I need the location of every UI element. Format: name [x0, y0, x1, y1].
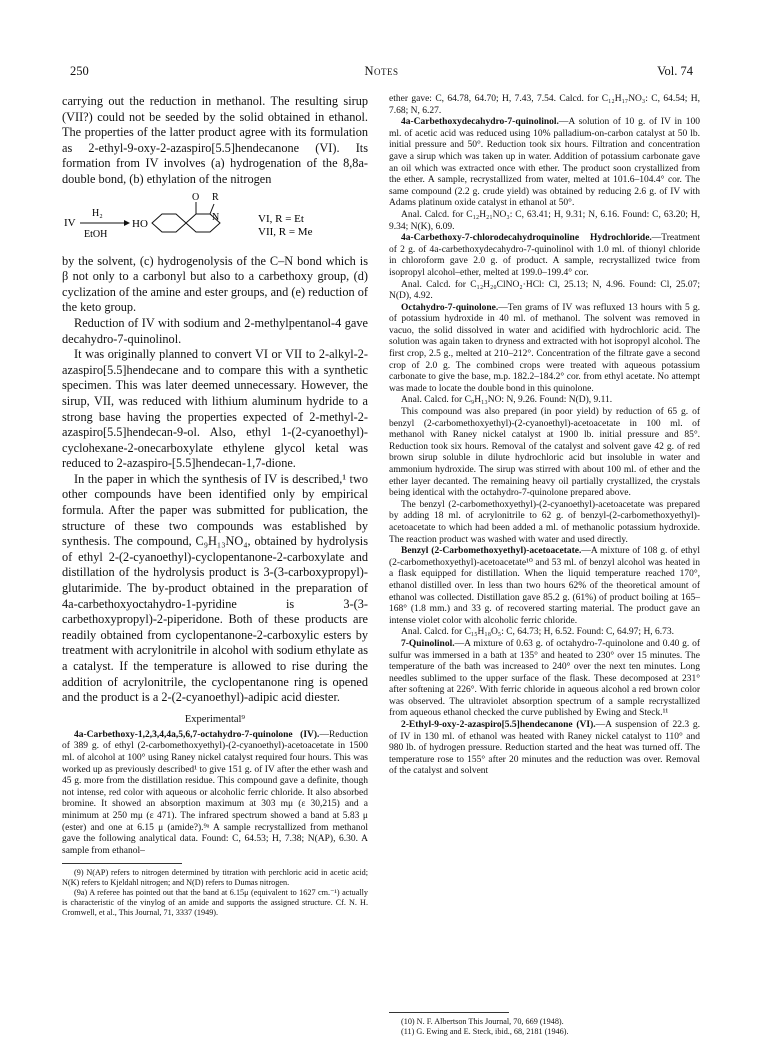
experimental-text: —A mixture of 108 g. of ethyl (2-carbomethoxyethyl)-acetoacetate¹⁰ and 53 ml. of benzyl alcohol was heated in a flask equipped for distillation. When the liquid temperature reached 170°, ethanol distilled over. In less than two hours 62% of the theoretical amount of ethanol was collected. Distillation gave 85.2 g. (61%) of product boiling at 165–168° (1.8 mm.) and 33 g. of recovered starting material. The product gave an intense violet color with alcoholic ferric chloride. — [389, 546, 700, 626]
analysis-paragraph: Anal. Calcd. for C₁₂H₂₀ClNO₂·HCl: Cl, 25.13; N, 4.96. Found: Cl, 25.07; N(D), 4.92. — [389, 279, 700, 302]
oxygen-label: O — [192, 191, 200, 203]
compound-heading: 4a-Carbethoxydecahydro-7-quinolinol. — [401, 117, 559, 128]
volume-label: Vol. 74 — [657, 64, 693, 78]
reactant-label: IV — [64, 216, 76, 229]
running-title: Notes — [364, 64, 399, 78]
experimental-paragraph — [389, 639, 700, 720]
compound-heading: 2-Ethyl-9-oxy-2-azaspiro[5.5]hendecanone (VI). — [401, 720, 596, 731]
compound-heading: 4a-Carbethoxy-1,2,3,4,4a,5,6,7-octahydro-7-quinolone (IV). — [74, 729, 320, 740]
experimental-paragraph — [389, 303, 700, 396]
page-header — [70, 64, 693, 80]
footnote-10: (10) N. F. Albertson This Journal, 70, 669 (1948). — [401, 1017, 564, 1026]
footnote-rule — [62, 863, 182, 864]
compound-heading: Octahydro-7-quinolone. — [401, 302, 499, 313]
compound-vi-label: VI, R = Et — [258, 212, 304, 225]
analysis-paragraph: Anal. Calcd. for C₁₅H₁₈O₅: C, 64.73; H, 6.52. Found: C, 64.97; H, 6.73. — [401, 627, 675, 638]
experimental-text: —A solution of 10 g. of IV in 100 ml. of acetic acid was reduced using 10% palladium-on-carbon catalyst at 50 lb. initial pressure and 50°. Reduction took six hours. Filtration and concentration gave a sirup which was taken up in water. Addition of potassium carbonate gave an oil which was extracted once with ether. The product soon crystallized from the ether. A sample, recrystallized from water, melted at 101.6–104.4° cor. The same compound (2.2 g. crude yield) was obtained by reducing 2.6 g. of IV with Adams platinum oxide catalyst in ethanol at 50°. — [389, 117, 700, 209]
experimental-text: —Ten grams of IV was refluxed 13 hours with 5 g. of potassium hydroxide in 40 ml. of methanol. The solvent was removed in vacuo, the solid dissolved in water and acidified with hydrochloric acid. The solution was again taken to dryness and extracted with hot isopropyl alcohol. The first crop, 2.5 g., melted at 210–212°. Concentration of the filtrate gave a second crop of 2.0 g. The combined crops were treated with aqueous potassium carbonate to give the base, m.p. 182.2–184.2° cor. from ethyl acetate. No attempt was made to locate the double bond in this quinolone. — [389, 302, 700, 394]
analysis-paragraph: Anal. Calcd. for C₁₂H₂₁NO₃: C, 63.41; H, 9.31; N, 6.16. Found: C, 63.20; H, 9.34; N(K), 6.09. — [389, 209, 700, 232]
section-heading-experimental: Experimental⁹ — [184, 713, 246, 725]
analysis-paragraph: Anal. Calcd. for C₉H₁₃NO: N, 9.26. Found: N(D), 9.11. — [401, 395, 613, 406]
paragraph: carrying out the reduction in methanol. The resulting sirup (VII?) could not be seeded by the solid obtained in ethanol. The properties of the latter product agree with its formulation as 2-ethyl-9-oxy-2-azaspiro[5.5]hendecanone (VI). Its formation from IV involves (a) hydrogenation of the 8,8a-double bond, (b) ethylation of the nitrogen — [62, 94, 368, 186]
ho-label: HO — [132, 217, 148, 230]
nitrogen-label: N — [212, 211, 220, 223]
right-footnotes — [389, 1012, 700, 1037]
footnote-9a: (9a) A referee has pointed out that the band at 6.15μ (equivalent to 1627 cm.⁻¹) actually is characteristic of the vinylog of an amide and supports the assigned structure. Cf. N. H. Cromwell, et al., This Journal, 71, 3337 (1949). — [62, 888, 368, 918]
reagent-bottom: EtOH — [84, 228, 108, 240]
reaction-scheme-drawing — [62, 190, 368, 252]
compound-heading: 4a-Carbethoxy-7-chlorodecahydroquinoline Hydrochloride. — [401, 233, 652, 244]
paragraph: In the paper in which the synthesis of IV is described,¹ two other compounds have been identified only by empirical formula. After the paper was submitted for publication, the structure of these two compounds was established by synthesis. The compound, C₉H₁₃NO₄, obtained by hydrolysis of ethyl 2-(2-cyanoethyl)-cyclopentanone-2-carboxylate and distillation of the hydrolysis product is 3-(3-carboxypropyl)-glutarimide. The by-product obtained in the preparation of 4a-carbethoxyoctahydro-1-pyridine is 3-(3-carbethoxypropyl)-2-piperidone. Both of these products are readily obtained from cyclopentanone-2-carboxylic esters by treatment with acrylonitrile in alcohol with sodium ethylate as a catalyst. If the temperature is allowed to rise during the addition of acrylonitrile, the cyclopentanone ring is opened and the product is a 2-(2-cyanoethyl)-adipic acid diester. — [62, 471, 368, 705]
experimental-paragraph: The benzyl (2-carbomethoxyethyl)-(2-cyanoethyl)-acetoacetate was prepared by adding 18 ml. of acrylonitrile to 62 g. of benzyl-(2-carbomethoxyethyl)-acetoacetate to which had been added a ml. of methanolic potassium hydroxide. The reaction product was washed with water and used directly. — [389, 499, 700, 545]
footnote-9: (9) N(AP) refers to nitrogen determined by titration with perchloric acid in acetic acid; N(K) refers to Kjeldahl nitrogen; and N(D) refers to Dumas nitrogen. — [62, 868, 368, 888]
paragraph: It was originally planned to convert VI or VII to 2-alkyl-2-azaspiro[5.5]hendecane and to compare this with a synthetic specimen. This was later deemed unnecessary. However, the sirup, VII, was reduced with lithium aluminum hydride to a strong base having the properties expected of 2-methyl-2-azaspiro[5.5]hendecan-9-ol. Also, ethyl 1-(2-cyanoethyl)-cyclohexane-2-onecarboxylate ethylene glycol ketal was reduced to 2-azaspiro-[5.5]hendecan-1,7-dione. — [62, 347, 368, 471]
experimental-paragraph: This compound was also prepared (in poor yield) by reduction of 65 g. of benzyl (2-carbomethoxyethyl)-(2-cyanoethyl)-acetoacetate in 100 ml. of methanol with Raney nickel catalyst at 1900 lb. initial pressure and 85°. Reduction took six hours. Removal of the catalyst and solvent gave 42 g. of red brown sirup soluble in dilute hydrochloric acid but insoluble in water and ammonium hydroxide. The sirup was stirred with about 100 ml. of ether and the ether layer decanted. The remaining heavy oil partially crystallized, the crystals being identical with the octahydro-7-quinolone prepared above. — [389, 407, 700, 499]
reaction-scheme — [62, 190, 368, 252]
experimental-paragraph — [389, 720, 700, 778]
compound-vii-label: VII, R = Me — [258, 225, 313, 238]
experimental-paragraph — [389, 233, 700, 279]
experimental-text: —Reduction of 389 g. of ethyl (2-carbomethoxyethyl)-(2-cyanoethyl)-acetoacetate in 1500 ml. of alcohol at 100° using Raney nickel catalyst required four hours. This was worked up as previously described¹ to give 151 g. of IV after the ether wash and 45 g. more from the distillation residue. This compound gave a definite, though not intense, red color with aqueous or alcoholic ferric chloride. It also absorbed bromine. It showed an absorption maximum at 303 mμ (ε 30,215) and a minimum at 250 mμ (ε 471). The infrared spectrum showed a band at 5.83 μ (ester) and one at 6.15 μ (amide?).⁹ᵃ A sample recrystallized from methanol gave the following analytical data. Found: C, 64.53; H, 7.38; N(AP), 6.30. A sample from ethanol– — [62, 729, 368, 856]
compound-heading: Benzyl (2-Carbomethoxyethyl)-acetoacetate. — [401, 546, 582, 557]
experimental-paragraph — [389, 117, 700, 210]
experimental-text: —Treatment of 2 g. of 4a-carbethoxydecahydro-7-quinolinol with 1.0 ml. of thionyl chloride in chloroform gave 2.0 g. of product. A sample, recrystallized twice from isopropyl alcohol–ether, melted at 199.0–199.4° cor. — [389, 233, 700, 278]
left-column — [62, 94, 368, 918]
reagent-top: H₂ — [92, 207, 103, 219]
paragraph: by the solvent, (c) hydrogenolysis of the C–N bond which is β not only to a carbonyl but also to a carbethoxy group, (d) cyclization of the amine and ester groups, and (e) reduction of the keto group. — [62, 253, 368, 315]
experimental-text: —A suspension of 22.3 g. of IV in 130 ml. of ethanol was heated with Raney nickel catalyst to 110° and 980 lb. of hydrogen pressure. Reduction started and the heat was turned off. The temperature rose to 155° after 20 minutes and the reduction was over. Removal of the catalyst and solvent — [389, 720, 700, 777]
right-column — [389, 94, 700, 778]
compound-heading: 7-Quinolinol. — [401, 638, 455, 649]
experimental-text: —A mixture of 0.63 g. of octahydro-7-quinolone and 0.40 g. of sulfur was immersed in a bath at 135° and heated to 230° over 15 minutes. The temperature of the bath was increased to 240° over the next ten minutes. Long needles sublimed to the upper surface of the flask. These decomposed at 231° after softening at 226°. With ferric chloride in aqueous alcohol a red brown color was observed. The ultraviolet absorption spectrum of a sample recrystallized from aqueous ethanol checked the curve published by Ewing and Steck.¹¹ — [389, 638, 700, 719]
footnote-rule — [389, 1012, 509, 1013]
footnote-11: (11) G. Ewing and E. Steck, ibid., 68, 2181 (1946). — [401, 1027, 569, 1036]
experimental-paragraph — [389, 546, 700, 627]
page-number: 250 — [70, 64, 89, 78]
paragraph: Reduction of IV with sodium and 2-methylpentanol-4 gave decahydro-7-quinolinol. — [62, 315, 368, 346]
experimental-paragraph — [62, 730, 368, 858]
experimental-text: ether gave: C, 64.78, 64.70; H, 7.43, 7.54. Calcd. for C₁₂H₁₇NO₃: C, 64.54; H, 7.68; N, 6.27. — [389, 94, 700, 116]
arrow-head — [124, 220, 130, 226]
cyclohexane-ring — [152, 214, 186, 232]
r-label: R — [212, 191, 219, 203]
